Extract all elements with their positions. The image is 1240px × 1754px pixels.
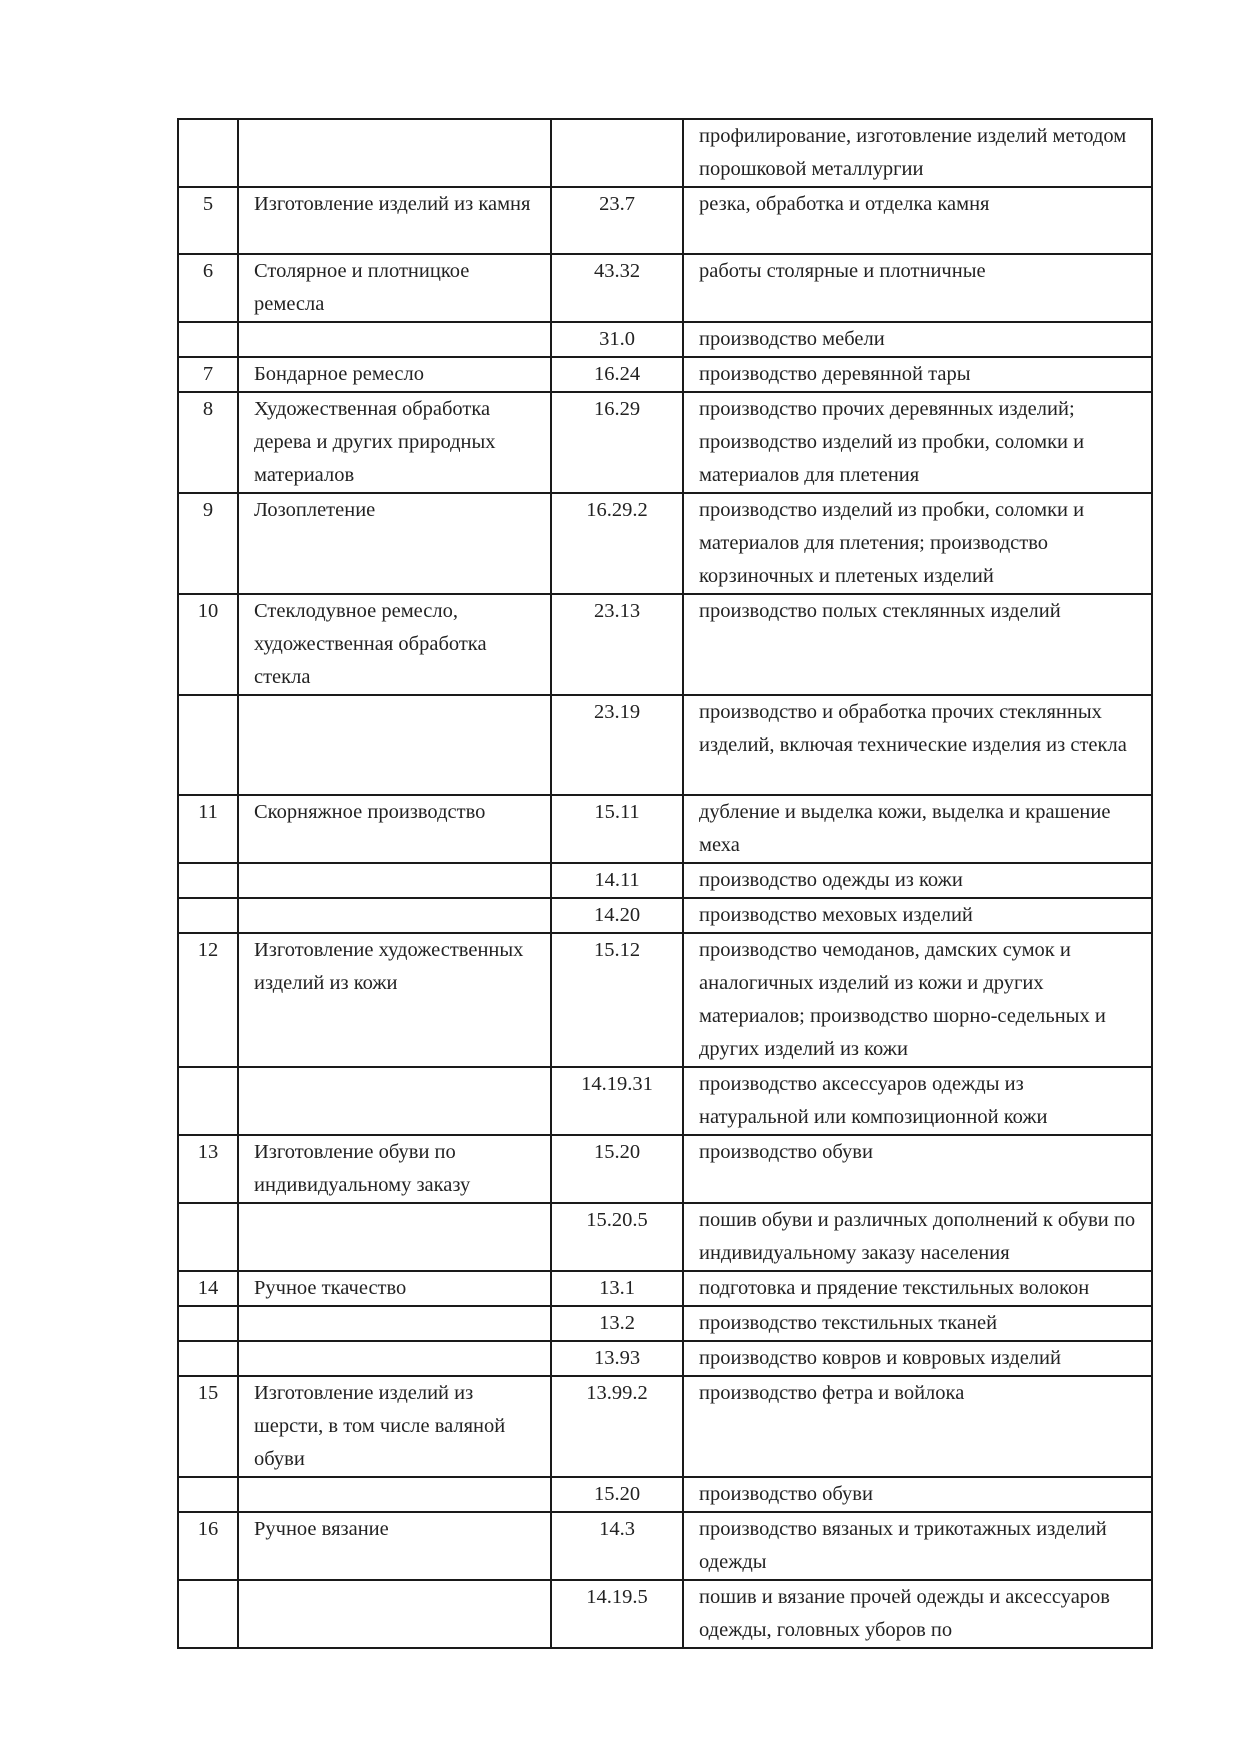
table-row — [178, 1376, 1152, 1477]
activity-description-cell: подготовка и прядение текстильных волокон — [683, 1271, 1152, 1306]
table-row — [178, 493, 1152, 594]
table-row — [178, 863, 1152, 898]
okved-code-cell: 14.20 — [551, 898, 683, 933]
craft-name-cell — [238, 119, 551, 187]
table-row — [178, 1341, 1152, 1376]
okved-code-cell: 15.20 — [551, 1477, 683, 1512]
okved-code-cell: 23.7 — [551, 187, 683, 254]
row-number-cell — [178, 119, 238, 187]
table-row — [178, 1067, 1152, 1135]
activity-description-cell: профилирование, изготовление изделий методом порошковой металлургии — [683, 119, 1152, 187]
activity-description-cell: производство меховых изделий — [683, 898, 1152, 933]
craft-name-cell — [238, 322, 551, 357]
craft-name-cell: Бондарное ремесло — [238, 357, 551, 392]
table-row — [178, 1135, 1152, 1203]
activity-description-cell: производство полых стеклянных изделий — [683, 594, 1152, 695]
okved-code-cell: 23.19 — [551, 695, 683, 795]
row-number-cell: 9 — [178, 493, 238, 594]
craft-name-cell: Изготовление обуви по индивидуальному заказу — [238, 1135, 551, 1203]
table-row — [178, 695, 1152, 795]
craft-name-cell: Ручное ткачество — [238, 1271, 551, 1306]
row-number-cell — [178, 898, 238, 933]
table-row — [178, 933, 1152, 1067]
activity-description-cell: резка, обработка и отделка камня — [683, 187, 1152, 254]
table-row — [178, 1580, 1152, 1648]
okved-code-cell: 43.32 — [551, 254, 683, 322]
row-number-cell — [178, 1341, 238, 1376]
okved-code-cell — [551, 119, 683, 187]
okved-code-cell: 14.3 — [551, 1512, 683, 1580]
activity-description-cell: работы столярные и плотничные — [683, 254, 1152, 322]
okved-code-cell: 31.0 — [551, 322, 683, 357]
okved-code-cell: 15.12 — [551, 933, 683, 1067]
activity-description-cell: производство обуви — [683, 1477, 1152, 1512]
table-row — [178, 1271, 1152, 1306]
activity-description-cell: производство обуви — [683, 1135, 1152, 1203]
row-number-cell — [178, 1477, 238, 1512]
craft-name-cell: Скорняжное производство — [238, 795, 551, 863]
activity-description-cell: производство ковров и ковровых изделий — [683, 1341, 1152, 1376]
table-row — [178, 795, 1152, 863]
activity-description-cell: производство аксессуаров одежды из натуральной или композиционной кожи — [683, 1067, 1152, 1135]
row-number-cell — [178, 1580, 238, 1648]
activity-description-cell: производство фетра и войлока — [683, 1376, 1152, 1477]
table-row — [178, 322, 1152, 357]
table-row — [178, 357, 1152, 392]
row-number-cell — [178, 863, 238, 898]
okved-code-cell: 15.20.5 — [551, 1203, 683, 1271]
activity-description-cell: производство и обработка прочих стеклянных изделий, включая технические изделия из стекла — [683, 695, 1152, 795]
craft-name-cell — [238, 1580, 551, 1648]
okved-code-cell: 13.1 — [551, 1271, 683, 1306]
okved-code-cell: 16.29.2 — [551, 493, 683, 594]
craft-name-cell: Стеклодувное ремесло, художественная обработка стекла — [238, 594, 551, 695]
craft-name-cell — [238, 898, 551, 933]
okved-code-cell: 13.2 — [551, 1306, 683, 1341]
okved-code-cell: 15.20 — [551, 1135, 683, 1203]
activity-description-cell: производство мебели — [683, 322, 1152, 357]
document-page — [177, 118, 1151, 1649]
row-number-cell — [178, 695, 238, 795]
activity-description-cell: пошив обуви и различных дополнений к обуви по индивидуальному заказу населения — [683, 1203, 1152, 1271]
row-number-cell: 14 — [178, 1271, 238, 1306]
table-row — [178, 1203, 1152, 1271]
activity-description-cell: производство одежды из кожи — [683, 863, 1152, 898]
row-number-cell — [178, 1203, 238, 1271]
craft-name-cell: Изготовление изделий из шерсти, в том числе валяной обуви — [238, 1376, 551, 1477]
craft-name-cell — [238, 1477, 551, 1512]
okved-code-cell: 16.24 — [551, 357, 683, 392]
activity-description-cell: производство вязаных и трикотажных изделий одежды — [683, 1512, 1152, 1580]
activity-description-cell: дубление и выделка кожи, выделка и крашение меха — [683, 795, 1152, 863]
okved-code-cell: 23.13 — [551, 594, 683, 695]
row-number-cell: 6 — [178, 254, 238, 322]
craft-name-cell: Лозоплетение — [238, 493, 551, 594]
craft-name-cell: Ручное вязание — [238, 1512, 551, 1580]
row-number-cell: 13 — [178, 1135, 238, 1203]
table-row — [178, 187, 1152, 254]
row-number-cell — [178, 1306, 238, 1341]
table-row — [178, 594, 1152, 695]
table-row — [178, 898, 1152, 933]
row-number-cell: 8 — [178, 392, 238, 493]
crafts-okved-table — [177, 118, 1153, 1649]
craft-name-cell: Художественная обработка дерева и других природных материалов — [238, 392, 551, 493]
activity-description-cell: пошив и вязание прочей одежды и аксессуаров одежды, головных уборов по — [683, 1580, 1152, 1648]
activity-description-cell: производство деревянной тары — [683, 357, 1152, 392]
row-number-cell: 12 — [178, 933, 238, 1067]
craft-name-cell — [238, 1306, 551, 1341]
row-number-cell: 16 — [178, 1512, 238, 1580]
okved-code-cell: 16.29 — [551, 392, 683, 493]
craft-name-cell — [238, 1067, 551, 1135]
craft-name-cell: Столярное и плотницкое ремесла — [238, 254, 551, 322]
row-number-cell: 10 — [178, 594, 238, 695]
table-row — [178, 119, 1152, 187]
activity-description-cell: производство текстильных тканей — [683, 1306, 1152, 1341]
activity-description-cell: производство чемоданов, дамских сумок и аналогичных изделий из кожи и других материалов; производство шорно-седельных и других изделий из кожи — [683, 933, 1152, 1067]
row-number-cell — [178, 322, 238, 357]
craft-name-cell — [238, 695, 551, 795]
table-row — [178, 1306, 1152, 1341]
row-number-cell: 5 — [178, 187, 238, 254]
okved-code-cell: 14.11 — [551, 863, 683, 898]
table-body — [178, 119, 1152, 1648]
craft-name-cell — [238, 863, 551, 898]
row-number-cell — [178, 1067, 238, 1135]
okved-code-cell: 13.99.2 — [551, 1376, 683, 1477]
craft-name-cell — [238, 1341, 551, 1376]
table-row — [178, 1477, 1152, 1512]
table-row — [178, 392, 1152, 493]
table-row — [178, 1512, 1152, 1580]
craft-name-cell: Изготовление художественных изделий из кожи — [238, 933, 551, 1067]
craft-name-cell: Изготовление изделий из камня — [238, 187, 551, 254]
row-number-cell: 7 — [178, 357, 238, 392]
activity-description-cell: производство изделий из пробки, соломки и материалов для плетения; производство корзиночных и плетеных изделий — [683, 493, 1152, 594]
craft-name-cell — [238, 1203, 551, 1271]
table-row — [178, 254, 1152, 322]
okved-code-cell: 15.11 — [551, 795, 683, 863]
okved-code-cell: 14.19.5 — [551, 1580, 683, 1648]
okved-code-cell: 14.19.31 — [551, 1067, 683, 1135]
activity-description-cell: производство прочих деревянных изделий; производство изделий из пробки, соломки и материалов для плетения — [683, 392, 1152, 493]
row-number-cell: 11 — [178, 795, 238, 863]
okved-code-cell: 13.93 — [551, 1341, 683, 1376]
row-number-cell: 15 — [178, 1376, 238, 1477]
